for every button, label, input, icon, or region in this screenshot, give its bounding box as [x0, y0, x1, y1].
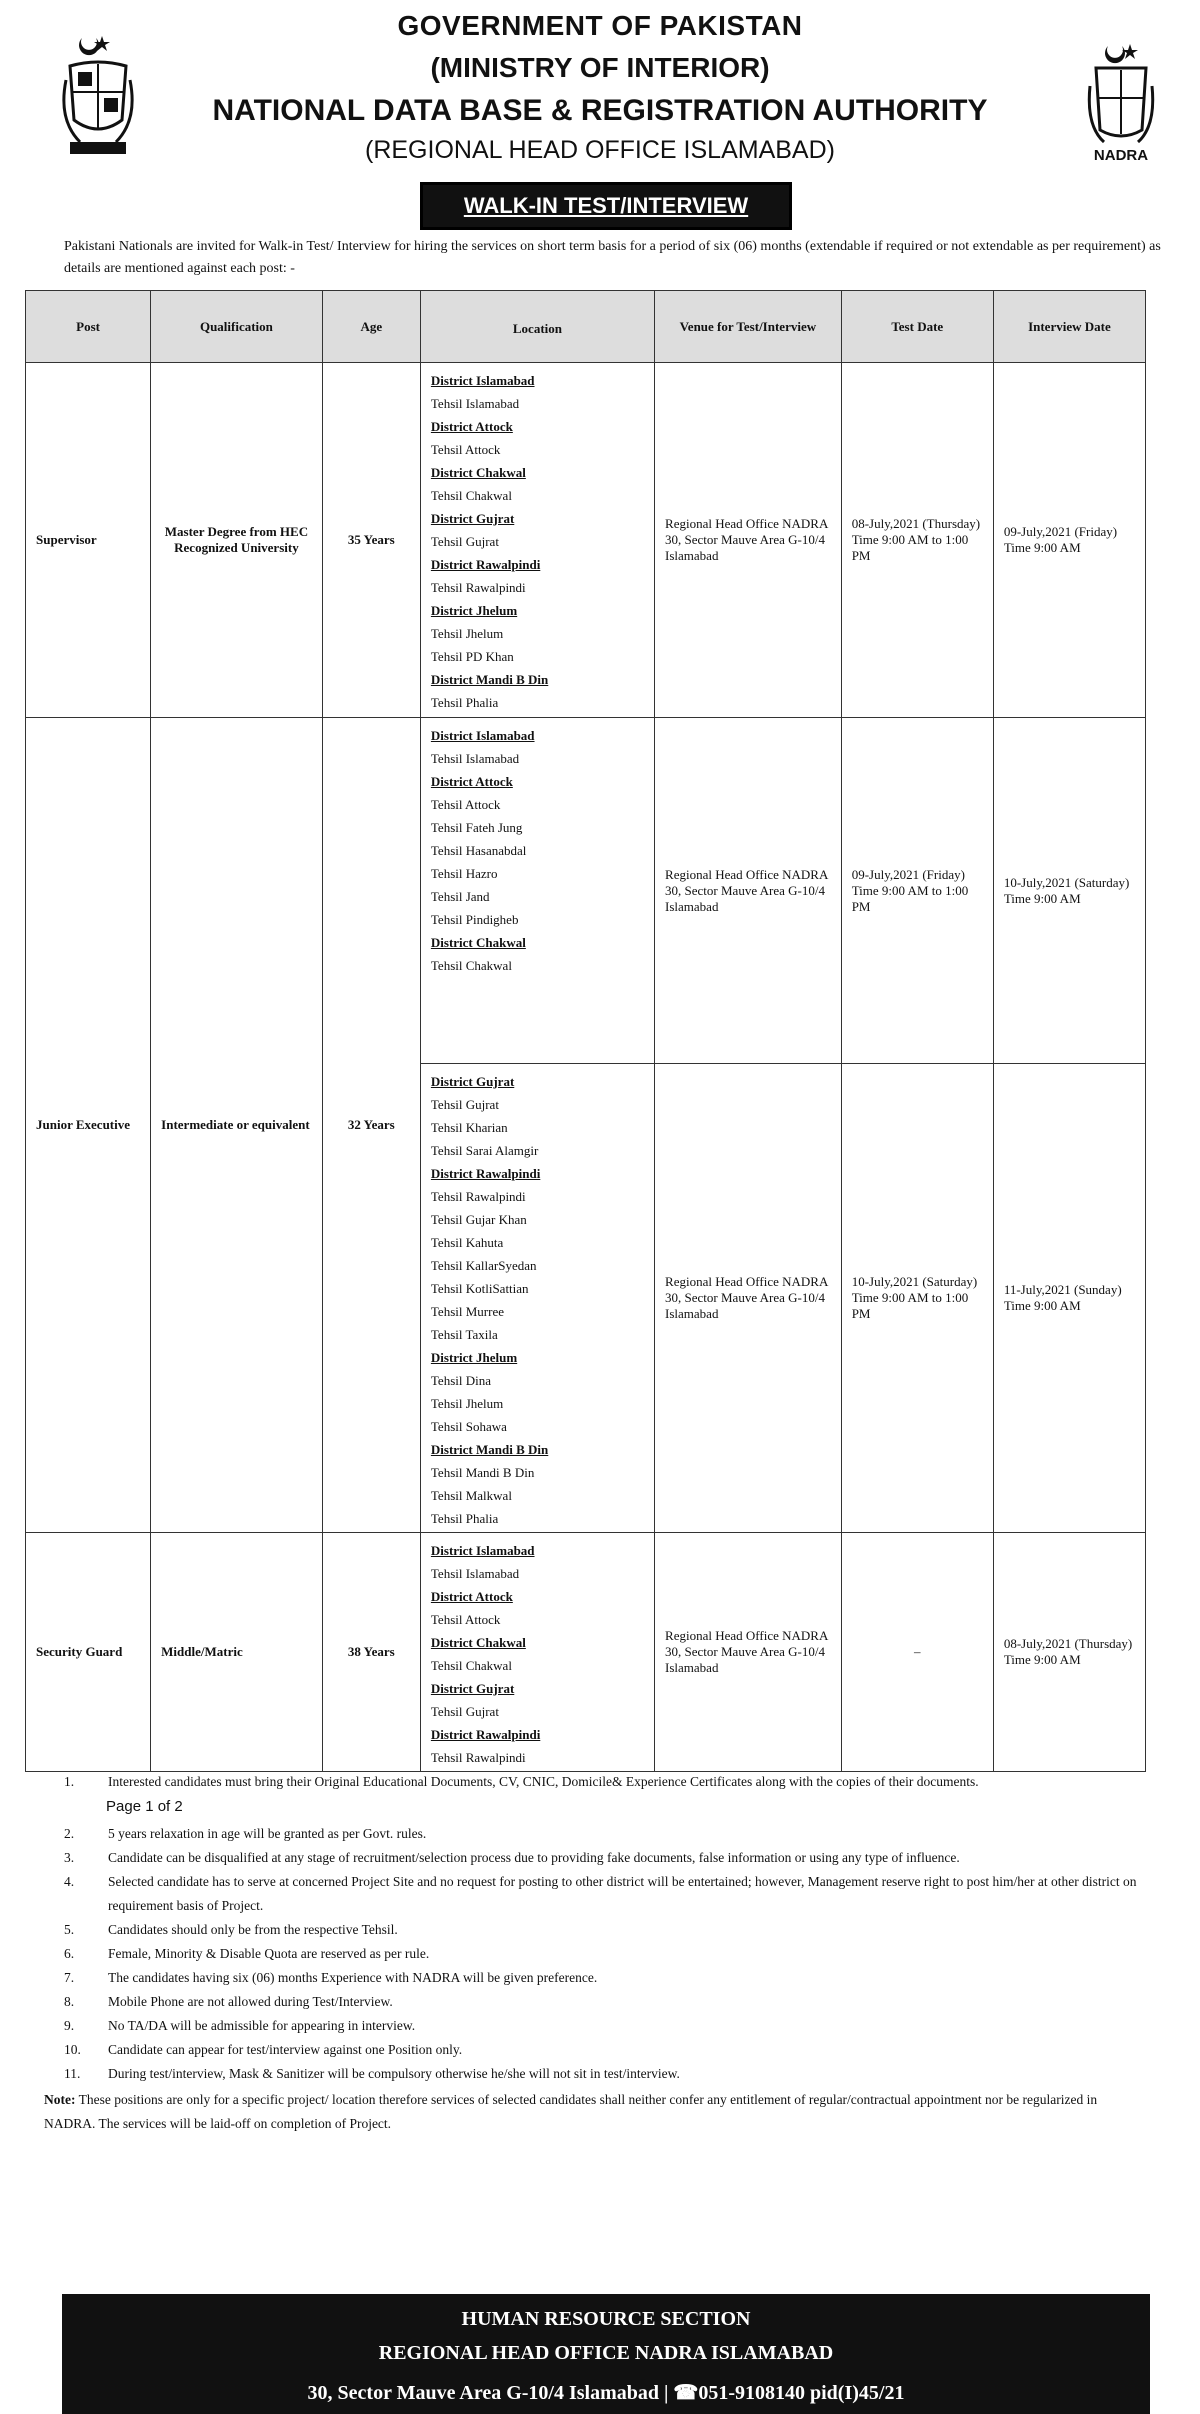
- tehsil-name: Tehsil Islamabad: [430, 1566, 520, 1581]
- tehsil-name: Tehsil Jhelum: [430, 1396, 504, 1411]
- tehsil-name: Tehsil KotliSattian: [430, 1281, 529, 1296]
- note-text: Interested candidates must bring their Original Educational Documents, CV, CNIC, Domicile& Experience Certificates along with the copies of their documents.: [108, 1774, 979, 1789]
- note-text: Candidates should only be from the respective Tehsil.: [108, 1922, 398, 1937]
- header-line-government: GOVERNMENT OF PAKISTAN: [397, 10, 803, 41]
- note-number: 2.: [64, 1826, 75, 1841]
- district-name: District Attock: [430, 1589, 513, 1604]
- venue-cell: Regional Head Office NADRA 30, Sector Mauve Area G-10/4 Islamabad: [655, 1533, 842, 1772]
- note-item: [64, 2014, 1144, 2038]
- tehsil-name: Tehsil Jhelum: [430, 626, 504, 641]
- post-cell: Junior Executive: [26, 718, 151, 1533]
- district-name: District Chakwal: [430, 1635, 526, 1650]
- tehsil-name: Tehsil Phalia: [430, 1511, 499, 1526]
- footer-address-contact: 30, Sector Mauve Area G-10/4 Islamabad | ☎051-9108140 pid(I)45/21: [307, 2382, 905, 2404]
- note-number: 1.: [64, 1774, 75, 1789]
- tehsil-name: Tehsil Chakwal: [430, 1658, 512, 1673]
- tehsil-name: Tehsil Dina: [430, 1373, 491, 1388]
- district-name: District Islamabad: [430, 1543, 535, 1558]
- tehsil-name: Tehsil Gujrat: [430, 534, 499, 549]
- note-item: [64, 2038, 1144, 2062]
- document-header: [0, 0, 1200, 175]
- note-text: Selected candidate has to serve at concerned Project Site and no request for posting to other district will be entertained; however, Management reserve right to post him/her at other district on requirement basis of Project.: [108, 1874, 1137, 1913]
- header-post: Post: [26, 291, 151, 363]
- interview-date-cell: 08-July,2021 (Thursday) Time 9:00 AM: [993, 1533, 1145, 1772]
- tehsil-name: Tehsil Gujrat: [430, 1704, 499, 1719]
- nadra-logo-icon: [1086, 38, 1156, 178]
- district-name: District Rawalpindi: [430, 1166, 541, 1181]
- age-cell: 32 Years: [322, 718, 420, 1533]
- district-name: District Mandi B Din: [430, 1442, 549, 1457]
- tehsil-name: Tehsil Kharian: [430, 1120, 508, 1135]
- tehsil-name: Tehsil Phalia: [430, 695, 499, 710]
- district-name: District Gujrat: [430, 1681, 515, 1696]
- district-name: District Attock: [430, 774, 513, 789]
- nadra-logo-text: NADRA: [1093, 147, 1149, 164]
- tehsil-name: Tehsil Taxila: [430, 1327, 498, 1342]
- note-item: [64, 2062, 1144, 2086]
- qualification-cell: Middle/Matric: [151, 1533, 323, 1772]
- test-date-cell: 08-July,2021 (Thursday) Time 9:00 AM to 1:00 PM: [841, 363, 993, 718]
- note-text: During test/interview, Mask & Sanitizer will be compulsory otherwise he/she will not sit in test/interview.: [108, 2066, 680, 2081]
- tehsil-name: Tehsil Sohawa: [430, 1419, 507, 1434]
- tehsil-name: Tehsil Islamabad: [430, 751, 520, 766]
- note-number: 4.: [64, 1874, 75, 1889]
- disclaimer-note: [44, 2088, 1144, 2136]
- header-location: Location: [420, 291, 654, 363]
- notice-title: WALK-IN TEST/INTERVIEW: [420, 182, 792, 230]
- note-item: [64, 1846, 1144, 1870]
- state-emblem-icon: [60, 30, 136, 160]
- note-item: [64, 1990, 1144, 2014]
- district-name: District Rawalpindi: [430, 1727, 541, 1742]
- note-item: [64, 1918, 1144, 1942]
- tehsil-name: Tehsil Pindigheb: [430, 912, 519, 927]
- jobs-table: [25, 290, 1146, 1772]
- interview-date-cell: 10-July,2021 (Saturday) Time 9:00 AM: [993, 718, 1145, 1064]
- table-row-junior-1: [26, 718, 1146, 1064]
- location-list: [420, 363, 654, 718]
- district-name: District Attock: [430, 419, 513, 434]
- header-interview-date: Interview Date: [993, 291, 1145, 363]
- tehsil-name: Tehsil Gujrat: [430, 1097, 499, 1112]
- test-date-cell: 09-July,2021 (Friday) Time 9:00 AM to 1:00 PM: [841, 718, 993, 1064]
- footer-office-name: REGIONAL HEAD OFFICE NADRA ISLAMABAD: [378, 2342, 834, 2364]
- header-line-ministry: (MINISTRY OF INTERIOR): [430, 52, 770, 83]
- tehsil-name: Tehsil KallarSyedan: [430, 1258, 537, 1273]
- tehsil-name: Tehsil Mandi B Din: [430, 1465, 535, 1480]
- footer-section-name: HUMAN RESOURCE SECTION: [461, 2308, 751, 2330]
- header-line-office: (REGIONAL HEAD OFFICE ISLAMABAD): [365, 136, 835, 164]
- tehsil-name: Tehsil Jand: [430, 889, 490, 904]
- district-name: District Gujrat: [430, 1074, 515, 1089]
- table-row-supervisor: [26, 363, 1146, 718]
- interview-date-cell: 09-July,2021 (Friday) Time 9:00 AM: [993, 363, 1145, 718]
- note-text: The candidates having six (06) months Experience with NADRA will be given preference.: [108, 1970, 598, 1985]
- tehsil-name: Tehsil Rawalpindi: [430, 1189, 526, 1204]
- note-item: [64, 1942, 1144, 1966]
- table-header-row: [26, 291, 1146, 363]
- header-test-date: Test Date: [841, 291, 993, 363]
- note-number: 6.: [64, 1946, 75, 1961]
- district-name: District Mandi B Din: [430, 672, 549, 687]
- note-number: 3.: [64, 1850, 75, 1865]
- note-label: Note:: [44, 2092, 76, 2107]
- age-cell: 38 Years: [322, 1533, 420, 1772]
- table-row-security-guard: [26, 1533, 1146, 1772]
- note-item: [64, 1822, 1144, 1846]
- note-text: No TA/DA will be admissible for appearing in interview.: [108, 2018, 416, 2033]
- header-line-authority: NATIONAL DATA BASE & REGISTRATION AUTHORITY: [212, 94, 988, 127]
- venue-cell: Regional Head Office NADRA 30, Sector Mauve Area G-10/4 Islamabad: [655, 1064, 842, 1533]
- district-name: District Jhelum: [430, 1350, 518, 1365]
- district-name: District Rawalpindi: [430, 557, 541, 572]
- note-text: 5 years relaxation in age will be granted as per Govt. rules.: [108, 1826, 427, 1841]
- note-item: [64, 1870, 1144, 1918]
- post-cell: Security Guard: [26, 1533, 151, 1772]
- venue-cell: Regional Head Office NADRA 30, Sector Mauve Area G-10/4 Islamabad: [655, 363, 842, 718]
- tehsil-name: Tehsil Rawalpindi: [430, 580, 526, 595]
- notes-section: [44, 1770, 1144, 2150]
- note-number: 9.: [64, 2018, 75, 2033]
- note-number: 11.: [64, 2066, 81, 2081]
- tehsil-name: Tehsil PD Khan: [430, 649, 514, 664]
- header-qualification: Qualification: [151, 291, 323, 363]
- note-item: [64, 1770, 1144, 1794]
- district-name: District Islamabad: [430, 373, 535, 388]
- tehsil-name: Tehsil Attock: [430, 1612, 501, 1627]
- note-number: 10.: [64, 2042, 81, 2057]
- tehsil-name: Tehsil Gujar Khan: [430, 1212, 527, 1227]
- tehsil-name: Tehsil Attock: [430, 797, 501, 812]
- footer-banner: [62, 2294, 1150, 2414]
- test-date-cell: 10-July,2021 (Saturday) Time 9:00 AM to 1:00 PM: [841, 1064, 993, 1533]
- tehsil-name: Tehsil Islamabad: [430, 396, 520, 411]
- note-text: Female, Minority & Disable Quota are reserved as per rule.: [108, 1946, 430, 1961]
- intro-paragraph: Pakistani Nationals are invited for Walk-in Test/ Interview for hiring the services on short term basis for a period of six (06) months (extendable if required or not extendable as per requirement) as details are mentioned against each post: -: [64, 239, 1161, 276]
- tehsil-name: Tehsil Attock: [430, 442, 501, 457]
- tehsil-name: Tehsil Kahuta: [430, 1235, 504, 1250]
- location-list: [420, 718, 654, 1064]
- venue-cell: Regional Head Office NADRA 30, Sector Mauve Area G-10/4 Islamabad: [655, 718, 842, 1064]
- note-number: 5.: [64, 1922, 75, 1937]
- tehsil-name: Tehsil Rawalpindi: [430, 1750, 526, 1765]
- tehsil-name: Tehsil Fateh Jung: [430, 820, 523, 835]
- tehsil-name: Tehsil Hasanabdal: [430, 843, 527, 858]
- post-cell: Supervisor: [26, 363, 151, 718]
- interview-date-cell: 11-July,2021 (Sunday) Time 9:00 AM: [993, 1064, 1145, 1533]
- note-item: [64, 1966, 1144, 1990]
- tehsil-name: Tehsil Chakwal: [430, 958, 512, 973]
- note-number: 8.: [64, 1994, 75, 2009]
- note-text: Candidate can be disqualified at any stage of recruitment/selection process due to providing fake documents, false information or using any type of influence.: [108, 1850, 960, 1865]
- note-text: Candidate can appear for test/interview against one Position only.: [108, 2042, 463, 2057]
- qualification-cell: Intermediate or equivalent: [151, 718, 323, 1533]
- age-cell: 35 Years: [322, 363, 420, 718]
- test-date-cell: –: [841, 1533, 993, 1772]
- location-list: [420, 1533, 654, 1772]
- district-name: District Islamabad: [430, 728, 535, 743]
- tehsil-name: Tehsil Malkwal: [430, 1488, 512, 1503]
- tehsil-name: Tehsil Murree: [430, 1304, 504, 1319]
- tehsil-name: Tehsil Chakwal: [430, 488, 512, 503]
- note-body: These positions are only for a specific project/ location therefore services of selected candidates shall neither confer any entitlement of regular/contractual appointment nor be regularized in NADRA. The services will be laid-off on completion of Project.: [44, 2092, 1098, 2131]
- note-text: Mobile Phone are not allowed during Test/Interview.: [108, 1994, 393, 2009]
- header-venue: Venue for Test/Interview: [655, 291, 842, 363]
- location-list: [420, 1064, 654, 1533]
- tehsil-name: Tehsil Sarai Alamgir: [430, 1143, 539, 1158]
- district-name: District Jhelum: [430, 603, 518, 618]
- qualification-cell: Master Degree from HEC Recognized University: [151, 363, 323, 718]
- note-number: 7.: [64, 1970, 75, 1985]
- tehsil-name: Tehsil Hazro: [430, 866, 498, 881]
- district-name: District Gujrat: [430, 511, 515, 526]
- district-name: District Chakwal: [430, 935, 526, 950]
- header-age: Age: [322, 291, 420, 363]
- district-name: District Chakwal: [430, 465, 526, 480]
- page-indicator: Page 1 of 2: [106, 1798, 183, 1815]
